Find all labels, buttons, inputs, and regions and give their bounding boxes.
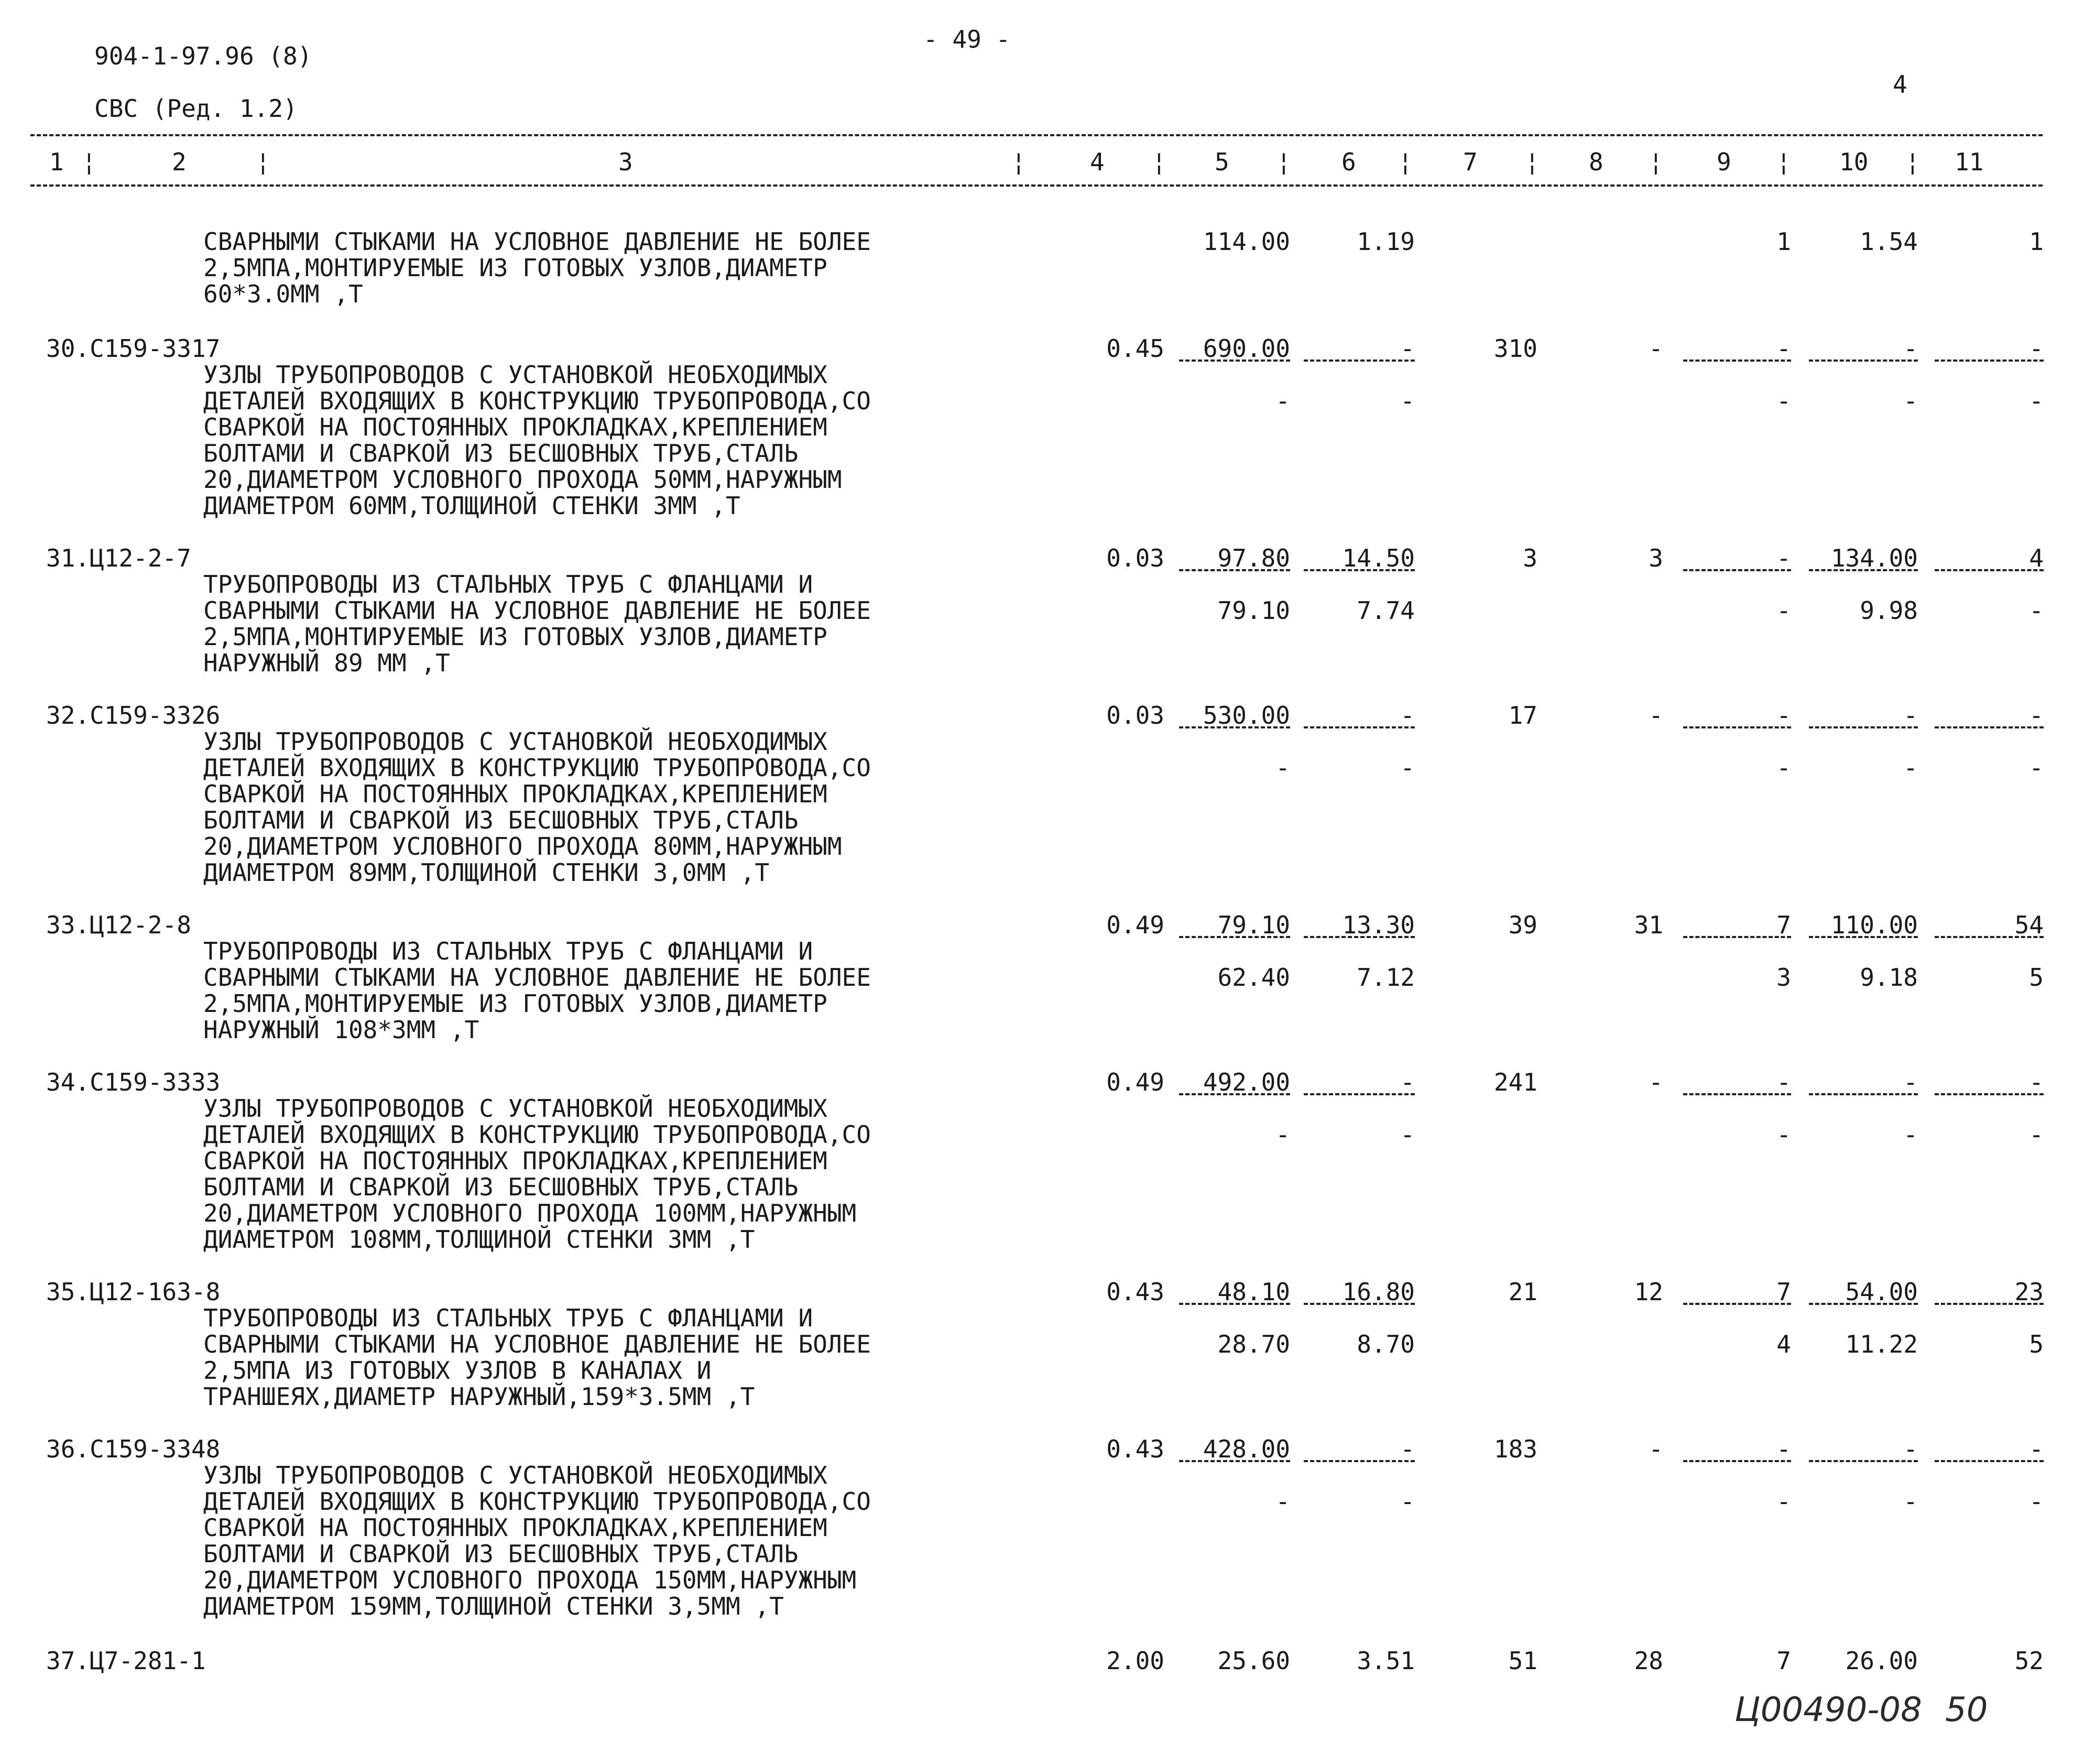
table-cell: 39 xyxy=(1508,911,1537,939)
description-line: ТРУБОПРОВОДЫ ИЗ СТАЛЬНЫХ ТРУБ С ФЛАНЦАМИ И xyxy=(203,937,813,965)
table-cell: 7 xyxy=(1776,1647,1791,1675)
description-line: УЗЛЫ ТРУБОПРОВОДОВ С УСТАНОВКОЙ НЕОБХОДИМЫХ xyxy=(203,1461,827,1489)
fraction-rule xyxy=(1179,1303,1290,1305)
table-cell: - xyxy=(1400,701,1415,729)
table-cell: 4 xyxy=(1776,1330,1791,1358)
description-line: ДИАМЕТРОМ 159ММ,ТОЛЩИНОЙ СТЕНКИ 3,5ММ ,Т xyxy=(203,1592,784,1620)
table-cell: 7 xyxy=(1776,911,1791,939)
description-line: ДЕТАЛЕЙ ВХОДЯЩИХ В КОНСТРУКЦИЮ ТРУБОПРОВОДА,СО xyxy=(203,754,871,782)
fraction-rule xyxy=(1683,936,1791,938)
column-separator: ¦ xyxy=(82,148,96,176)
fraction-rule xyxy=(1304,360,1415,362)
table-cell: 52 xyxy=(2014,1647,2044,1675)
fraction-rule xyxy=(1683,1093,1791,1095)
column-header: 9 xyxy=(1717,148,1731,176)
table-cell: - xyxy=(1903,1435,1918,1463)
table-cell: - xyxy=(1649,701,1663,729)
fraction-rule xyxy=(1304,1460,1415,1462)
description-line: БОЛТАМИ И СВАРКОЙ ИЗ БЕСШОВНЫХ ТРУБ,СТАЛЬ xyxy=(203,1540,799,1568)
fraction-rule xyxy=(1935,1093,2044,1095)
row-code: 31.Ц12-2-7 xyxy=(46,544,191,572)
description-line: БОЛТАМИ И СВАРКОЙ ИЗ БЕСШОВНЫХ ТРУБ,СТАЛЬ xyxy=(203,439,799,467)
fraction-rule xyxy=(1935,726,2044,728)
table-cell: 0.43 xyxy=(1106,1435,1164,1463)
column-separator: ¦ xyxy=(1398,148,1413,176)
table-cell: - xyxy=(2029,754,2044,782)
fraction-rule xyxy=(1683,569,1791,571)
table-cell: - xyxy=(1903,754,1918,782)
column-separator: ¦ xyxy=(1011,148,1026,176)
table-cell: - xyxy=(1903,701,1918,729)
table-cell: 17 xyxy=(1508,701,1537,729)
column-separator: ¦ xyxy=(1776,148,1791,176)
table-cell: 183 xyxy=(1493,1435,1537,1463)
description-line: 20,ДИАМЕТРОМ УСЛОВНОГО ПРОХОДА 80ММ,НАРУЖНЫМ xyxy=(203,832,842,861)
table-cell: 51 xyxy=(1508,1647,1537,1675)
table-cell: - xyxy=(2029,1435,2044,1463)
table-cell: 241 xyxy=(1493,1068,1537,1096)
fraction-rule xyxy=(1179,569,1290,571)
table-cell: 7.74 xyxy=(1357,596,1415,625)
table-cell: 5 xyxy=(2029,963,2044,992)
table-cell: 7.12 xyxy=(1357,963,1415,992)
table-cell: - xyxy=(1275,1120,1290,1149)
table-cell: - xyxy=(1776,544,1791,572)
fraction-rule xyxy=(1809,569,1918,571)
page-number-top: - 49 - xyxy=(923,25,1011,53)
fraction-rule xyxy=(1683,360,1791,362)
description-line: БОЛТАМИ И СВАРКОЙ ИЗ БЕСШОВНЫХ ТРУБ,СТАЛЬ xyxy=(203,1173,799,1201)
column-header: 6 xyxy=(1341,148,1356,176)
description-line: СВАРКОЙ НА ПОСТОЯННЫХ ПРОКЛАДКАХ,КРЕПЛЕНИЕМ xyxy=(203,413,827,441)
fraction-rule xyxy=(1304,569,1415,571)
table-cell: 25.60 xyxy=(1217,1647,1290,1675)
table-cell: 134.00 xyxy=(1830,544,1918,572)
fraction-rule xyxy=(1179,726,1290,728)
table-cell: 14.50 xyxy=(1342,544,1415,572)
table-cell: 48.10 xyxy=(1217,1278,1290,1306)
description-line: СВАРНЫМИ СТЫКАМИ НА УСЛОВНОЕ ДАВЛЕНИЕ НЕ БОЛЕЕ xyxy=(203,227,871,256)
description-line: УЗЛЫ ТРУБОПРОВОДОВ С УСТАНОВКОЙ НЕОБХОДИМЫХ xyxy=(203,1094,827,1123)
row-code: 30.С159-3317 xyxy=(46,334,221,363)
column-header: 10 xyxy=(1839,148,1869,176)
fraction-rule xyxy=(1809,726,1918,728)
fraction-rule xyxy=(1935,936,2044,938)
column-separator: ¦ xyxy=(256,148,270,176)
description-line: УЗЛЫ ТРУБОПРОВОДОВ С УСТАНОВКОЙ НЕОБХОДИМЫХ xyxy=(203,361,827,389)
description-line: ДЕТАЛЕЙ ВХОДЯЩИХ В КОНСТРУКЦИЮ ТРУБОПРОВОДА,СО xyxy=(203,1120,871,1149)
table-cell: 310 xyxy=(1493,334,1537,363)
description-line: 20,ДИАМЕТРОМ УСЛОВНОГО ПРОХОДА 150ММ,НАРУЖНЫМ xyxy=(203,1566,857,1594)
table-cell: 16.80 xyxy=(1342,1278,1415,1306)
description-line: ДИАМЕТРОМ 108ММ,ТОЛЩИНОЙ СТЕНКИ 3ММ ,Т xyxy=(203,1225,755,1254)
table-cell: 5 xyxy=(2029,1330,2044,1358)
table-cell: - xyxy=(1400,1120,1415,1149)
description-line: СВАРКОЙ НА ПОСТОЯННЫХ ПРОКЛАДКАХ,КРЕПЛЕНИЕМ xyxy=(203,780,827,808)
table-top-rule xyxy=(30,134,2043,136)
table-cell: 8.70 xyxy=(1357,1330,1415,1358)
row-code: 35.Ц12-163-8 xyxy=(46,1278,221,1306)
column-separator: ¦ xyxy=(1905,148,1920,176)
fraction-rule xyxy=(1683,726,1791,728)
table-cell: - xyxy=(1400,334,1415,363)
fraction-rule xyxy=(1809,1303,1918,1305)
table-cell: 54 xyxy=(2014,911,2044,939)
description-line: СВАРКОЙ НА ПОСТОЯННЫХ ПРОКЛАДКАХ,КРЕПЛЕНИЕМ xyxy=(203,1147,827,1175)
column-separator: ¦ xyxy=(1649,148,1663,176)
table-cell: 54.00 xyxy=(1845,1278,1918,1306)
table-cell: 0.03 xyxy=(1106,701,1164,729)
table-cell: - xyxy=(1903,1120,1918,1149)
description-line: 20,ДИАМЕТРОМ УСЛОВНОГО ПРОХОДА 50ММ,НАРУЖНЫМ xyxy=(203,465,842,494)
table-cell: - xyxy=(1649,1068,1663,1096)
description-line: ДИАМЕТРОМ 89ММ,ТОЛЩИНОЙ СТЕНКИ 3,0ММ ,Т xyxy=(203,858,770,887)
fraction-rule xyxy=(1935,1303,2044,1305)
row-code: 37.Ц7-281-1 xyxy=(46,1647,206,1675)
column-header: 11 xyxy=(1955,148,1984,176)
table-cell: 110.00 xyxy=(1830,911,1918,939)
table-cell: - xyxy=(1776,596,1791,625)
description-line: 2,5МПА,МОНТИРУЕМЫЕ ИЗ ГОТОВЫХ УЗЛОВ,ДИАМЕТР xyxy=(203,989,827,1018)
fraction-rule xyxy=(1809,936,1918,938)
row-code: 34.С159-3333 xyxy=(46,1068,221,1096)
fraction-rule xyxy=(1179,936,1290,938)
fraction-rule xyxy=(1683,1303,1791,1305)
description-line: УЗЛЫ ТРУБОПРОВОДОВ С УСТАНОВКОЙ НЕОБХОДИМЫХ xyxy=(203,727,827,756)
table-cell: - xyxy=(2029,1068,2044,1096)
table-cell: - xyxy=(1400,1487,1415,1516)
column-separator: ¦ xyxy=(1276,148,1291,176)
fraction-rule xyxy=(1179,1460,1290,1462)
column-header: 3 xyxy=(618,148,633,176)
fraction-rule xyxy=(1304,1093,1415,1095)
table-cell: 31 xyxy=(1634,911,1663,939)
fraction-rule xyxy=(1935,360,2044,362)
table-header-rule xyxy=(30,184,2043,187)
fraction-rule xyxy=(1179,1093,1290,1095)
table-cell: - xyxy=(1275,387,1290,415)
table-cell: 28.70 xyxy=(1217,1330,1290,1358)
table-cell: - xyxy=(1903,334,1918,363)
document-code: 904-1-97.96 (8) xyxy=(94,42,312,70)
table-cell: - xyxy=(1776,701,1791,729)
table-cell: - xyxy=(1649,334,1663,363)
table-cell: - xyxy=(1649,1435,1663,1463)
handwritten-page-number: 50 xyxy=(1945,1691,1988,1729)
table-cell: 428.00 xyxy=(1203,1435,1290,1463)
description-line: СВАРКОЙ НА ПОСТОЯННЫХ ПРОКЛАДКАХ,КРЕПЛЕНИЕМ xyxy=(203,1513,827,1542)
table-cell: 3.51 xyxy=(1357,1647,1415,1675)
table-cell: 0.49 xyxy=(1106,911,1164,939)
table-cell: - xyxy=(1400,1068,1415,1096)
table-cell: 1.54 xyxy=(1860,227,1918,256)
table-cell: 13.30 xyxy=(1342,911,1415,939)
description-line: ТРУБОПРОВОДЫ ИЗ СТАЛЬНЫХ ТРУБ С ФЛАНЦАМИ И xyxy=(203,570,813,598)
description-line: НАРУЖНЫЙ 108*3ММ ,Т xyxy=(203,1016,479,1044)
table-cell: - xyxy=(1776,1435,1791,1463)
table-cell: 3 xyxy=(1649,544,1663,572)
table-cell: 1 xyxy=(1776,227,1791,256)
table-cell: - xyxy=(2029,596,2044,625)
table-cell: - xyxy=(1400,754,1415,782)
fraction-rule xyxy=(1179,360,1290,362)
description-line: 20,ДИАМЕТРОМ УСЛОВНОГО ПРОХОДА 100ММ,НАРУЖНЫМ xyxy=(203,1199,857,1227)
table-cell: 0.45 xyxy=(1106,334,1164,363)
table-cell: - xyxy=(1776,387,1791,415)
description-line: СВАРНЫМИ СТЫКАМИ НА УСЛОВНОЕ ДАВЛЕНИЕ НЕ БОЛЕЕ xyxy=(203,596,871,625)
table-cell: - xyxy=(2029,1120,2044,1149)
table-cell: - xyxy=(1903,387,1918,415)
fraction-rule xyxy=(1683,1460,1791,1462)
fraction-rule xyxy=(1304,936,1415,938)
table-cell: - xyxy=(1776,1120,1791,1149)
description-line: 2,5МПА,МОНТИРУЕМЫЕ ИЗ ГОТОВЫХ УЗЛОВ,ДИАМЕТР xyxy=(203,623,827,651)
table-cell: 690.00 xyxy=(1203,334,1290,363)
table-cell: - xyxy=(1400,387,1415,415)
fraction-rule xyxy=(1304,726,1415,728)
table-cell: 23 xyxy=(2014,1278,2044,1306)
table-cell: - xyxy=(1776,1068,1791,1096)
table-cell: 9.98 xyxy=(1860,596,1918,625)
table-cell: - xyxy=(2029,334,2044,363)
table-cell: - xyxy=(1275,754,1290,782)
table-cell: 3 xyxy=(1776,963,1791,992)
table-cell: 26.00 xyxy=(1845,1647,1918,1675)
table-cell: - xyxy=(1776,754,1791,782)
table-cell: 530.00 xyxy=(1203,701,1290,729)
description-line: ТРАНШЕЯХ,ДИАМЕТР НАРУЖНЫЙ,159*3.5ММ ,Т xyxy=(203,1382,755,1411)
description-line: 2,5МПА,МОНТИРУЕМЫЕ ИЗ ГОТОВЫХ УЗЛОВ,ДИАМЕТР xyxy=(203,254,827,282)
fraction-rule xyxy=(1809,1093,1918,1095)
description-line: ДЕТАЛЕЙ ВХОДЯЩИХ В КОНСТРУКЦИЮ ТРУБОПРОВОДА,СО xyxy=(203,387,871,415)
table-cell: 492.00 xyxy=(1203,1068,1290,1096)
table-cell: 0.43 xyxy=(1106,1278,1164,1306)
description-line: 60*3.0ММ ,Т xyxy=(203,280,363,308)
description-line: НАРУЖНЫЙ 89 ММ ,Т xyxy=(203,649,450,677)
table-cell: 3 xyxy=(1523,544,1537,572)
description-line: ДЕТАЛЕЙ ВХОДЯЩИХ В КОНСТРУКЦИЮ ТРУБОПРОВОДА,СО xyxy=(203,1487,871,1516)
sheet-number: 4 xyxy=(1893,70,1907,99)
table-cell: 62.40 xyxy=(1217,963,1290,992)
table-cell: 1.19 xyxy=(1357,227,1415,256)
table-cell: 7 xyxy=(1776,1278,1791,1306)
column-header: 1 xyxy=(49,148,64,176)
table-cell: - xyxy=(1776,1487,1791,1516)
column-header: 4 xyxy=(1090,148,1105,176)
table-cell: 4 xyxy=(2029,544,2044,572)
column-header: 8 xyxy=(1589,148,1603,176)
row-code: 32.С159-3326 xyxy=(46,701,221,729)
table-cell: 79.10 xyxy=(1217,911,1290,939)
table-cell: - xyxy=(1400,1435,1415,1463)
fraction-rule xyxy=(1935,1460,2044,1462)
column-header: 7 xyxy=(1463,148,1478,176)
table-cell: 28 xyxy=(1634,1647,1663,1675)
table-cell: 1 xyxy=(2029,227,2044,256)
table-cell: 11.22 xyxy=(1845,1330,1918,1358)
table-cell: - xyxy=(1275,1487,1290,1516)
table-cell: - xyxy=(2029,1487,2044,1516)
table-cell: 114.00 xyxy=(1203,227,1290,256)
column-header: 2 xyxy=(172,148,187,176)
table-cell: - xyxy=(2029,701,2044,729)
table-cell: - xyxy=(1776,334,1791,363)
table-cell: - xyxy=(2029,387,2044,415)
description-line: СВАРНЫМИ СТЫКАМИ НА УСЛОВНОЕ ДАВЛЕНИЕ НЕ БОЛЕЕ xyxy=(203,963,871,992)
description-line: 2,5МПА ИЗ ГОТОВЫХ УЗЛОВ В КАНАЛАХ И xyxy=(203,1356,712,1385)
fraction-rule xyxy=(1304,1303,1415,1305)
fraction-rule xyxy=(1935,569,2044,571)
description-line: ДИАМЕТРОМ 60ММ,ТОЛЩИНОЙ СТЕНКИ 3ММ ,Т xyxy=(203,492,740,520)
table-cell: 2.00 xyxy=(1106,1647,1164,1675)
table-cell: 9.18 xyxy=(1860,963,1918,992)
table-cell: 0.03 xyxy=(1106,544,1164,572)
table-cell: 12 xyxy=(1634,1278,1663,1306)
fraction-rule xyxy=(1809,1460,1918,1462)
description-line: СВАРНЫМИ СТЫКАМИ НА УСЛОВНОЕ ДАВЛЕНИЕ НЕ БОЛЕЕ xyxy=(203,1330,871,1358)
handwritten-stamp: Ц00490-08 xyxy=(1734,1691,1922,1729)
description-line: БОЛТАМИ И СВАРКОЙ ИЗ БЕСШОВНЫХ ТРУБ,СТАЛЬ xyxy=(203,806,799,834)
table-cell: - xyxy=(1903,1487,1918,1516)
table-cell: 79.10 xyxy=(1217,596,1290,625)
row-code: 36.С159-3348 xyxy=(46,1435,221,1463)
revision-label: СВС (Ред. 1.2) xyxy=(94,94,298,123)
table-cell: 21 xyxy=(1508,1278,1537,1306)
table-cell: - xyxy=(1903,1068,1918,1096)
column-separator: ¦ xyxy=(1152,148,1166,176)
column-separator: ¦ xyxy=(1525,148,1540,176)
fraction-rule xyxy=(1809,360,1918,362)
description-line: ТРУБОПРОВОДЫ ИЗ СТАЛЬНЫХ ТРУБ С ФЛАНЦАМИ И xyxy=(203,1304,813,1332)
table-cell: 97.80 xyxy=(1217,544,1290,572)
row-code: 33.Ц12-2-8 xyxy=(46,911,191,939)
table-cell: 0.49 xyxy=(1106,1068,1164,1096)
column-header: 5 xyxy=(1215,148,1229,176)
